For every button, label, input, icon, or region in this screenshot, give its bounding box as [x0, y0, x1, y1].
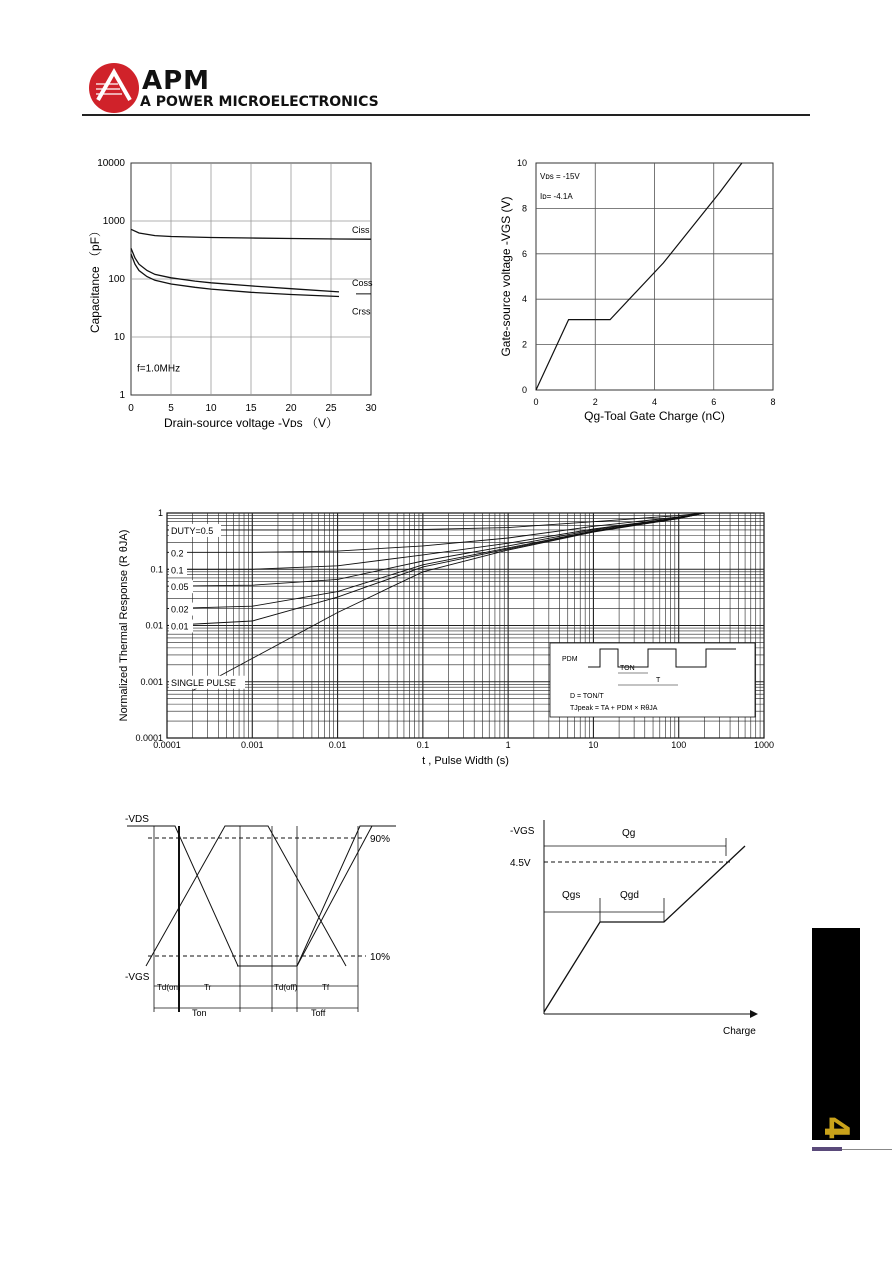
y-tick-label: 2 [521, 339, 527, 350]
id-annotation: Iᴅ= -4.1A [540, 192, 573, 201]
y-tick-label: 1 [119, 390, 125, 401]
x-tick-label: 0 [128, 403, 134, 414]
x-axis-label: Drain-source voltage -Vᴅs （V） [163, 416, 339, 430]
vds-waveform [127, 826, 272, 966]
frequency-annotation: f=1.0MHz [137, 363, 181, 375]
y-tick-label: 0 [521, 385, 527, 395]
tf-label: Tf [322, 983, 330, 992]
series-line-coss [131, 248, 339, 292]
v45-label: 4.5V [510, 858, 531, 869]
x-tick-label: 0.001 [241, 740, 264, 750]
y-axis-label: Capacitance （pF） [88, 224, 102, 334]
y-tick-label: 10 [516, 158, 527, 168]
vgs-waveform-1 [146, 826, 346, 966]
inset-equation-tj: TJpeak = TA + PDM × RθJA [570, 705, 658, 712]
tdoff-label: Td(off) [274, 983, 298, 992]
capacitance-chart [88, 158, 377, 430]
switching-waveform-diagram [125, 814, 396, 1018]
series-label-ciss: Ciss [352, 225, 370, 236]
y-axis-label: Normalized Thermal Response (R θJA) [118, 529, 130, 722]
vgs-label: -VGS [510, 826, 535, 837]
x-tick-label: 0.0001 [153, 740, 181, 750]
x-tick-label: 15 [245, 403, 257, 414]
vds-label: -VDS [125, 814, 149, 825]
y-axis-label: Gate-source voltage -VGS (V) [499, 196, 513, 357]
x-axis-arrow-icon [750, 1010, 758, 1018]
tr-label: Tr [204, 983, 212, 992]
page-footer-rule [812, 1147, 842, 1151]
x-tick-label: 20 [285, 403, 297, 414]
y-tick-label: 0.1 [150, 564, 163, 575]
qgd-label: Qgd [620, 890, 639, 901]
y-tick-label: 1 [157, 508, 163, 518]
y-tick-label: 0.0001 [135, 733, 163, 743]
x-tick-label: 8 [770, 397, 776, 407]
page-footer-rule-thin [842, 1149, 892, 1150]
qgs-label: Qgs [562, 890, 581, 901]
inset-t-label: T [656, 677, 661, 684]
x-tick-label: 25 [325, 403, 337, 414]
gate-charge-chart [499, 158, 776, 423]
y-tick-label: 10000 [97, 158, 125, 169]
series-label: 0.02 [171, 604, 189, 615]
inset-pdm-label: PDM [562, 656, 578, 663]
level-10-label: 10% [370, 952, 391, 963]
series-label: 0.01 [171, 621, 189, 632]
inset-ton-label: TON [620, 665, 635, 672]
brand-name: APM [142, 66, 211, 96]
gate-charge-diagram [510, 820, 758, 1037]
qg-label: Qg [622, 828, 636, 839]
y-tick-label: 4 [521, 294, 527, 305]
x-axis-label: t , Pulse Width (s) [422, 755, 509, 767]
y-tick-label: 100 [108, 274, 125, 285]
brand-subtitle: A POWER MICROELECTRONICS [140, 94, 379, 110]
series-label: 0.2 [171, 548, 184, 559]
series-label-coss: Coss [352, 277, 373, 288]
x-tick-label: 10 [588, 740, 599, 750]
x-tick-label: 1 [505, 740, 511, 750]
thermal-series-line [167, 513, 704, 552]
x-tick-label: 30 [365, 403, 377, 414]
vds-annotation: Vᴅs = -15V [540, 172, 580, 181]
ton-label: Ton [192, 1008, 207, 1018]
x-tick-label: 10 [205, 403, 217, 414]
series-label-crss: Crss [352, 306, 371, 317]
inset-equation-duty: D = TON/T [570, 693, 604, 700]
series-label: SINGLE PULSE [171, 677, 237, 688]
x-tick-label: 100 [671, 740, 687, 750]
y-tick-label: 1000 [102, 216, 125, 227]
y-tick-label: 0.01 [145, 620, 163, 631]
series-label: DUTY=0.5 [171, 525, 214, 536]
y-tick-label: 6 [521, 248, 527, 259]
tdon-label: Td(on) [157, 983, 181, 992]
series-label: 0.05 [171, 582, 189, 593]
x-tick-label: 5 [168, 403, 174, 414]
thermal-response-chart [118, 508, 774, 767]
section-number: 4 [816, 1116, 856, 1140]
x-tick-label: 2 [592, 397, 598, 407]
x-tick-label: 4 [651, 397, 658, 407]
vgs-label: -VGS [125, 972, 150, 983]
level-90-label: 90% [370, 834, 391, 845]
toff-label: Toff [311, 1008, 326, 1018]
y-tick-label: 0.001 [140, 676, 163, 687]
x-tick-label: 0 [533, 397, 539, 407]
thermal-series-line [167, 513, 704, 586]
gate-charge-curve [544, 846, 745, 1012]
x-tick-label: 1000 [753, 740, 775, 750]
series-label: 0.1 [171, 565, 184, 576]
y-tick-label: 8 [521, 203, 527, 214]
x-tick-label: 6 [711, 397, 717, 407]
x-axis-label: Qg-Toal Gate Charge (nC) [584, 409, 725, 423]
x-tick-label: 0.1 [416, 740, 430, 750]
charge-label: Charge [723, 1026, 756, 1037]
x-tick-label: 0.01 [328, 740, 347, 750]
y-tick-label: 10 [113, 332, 125, 343]
